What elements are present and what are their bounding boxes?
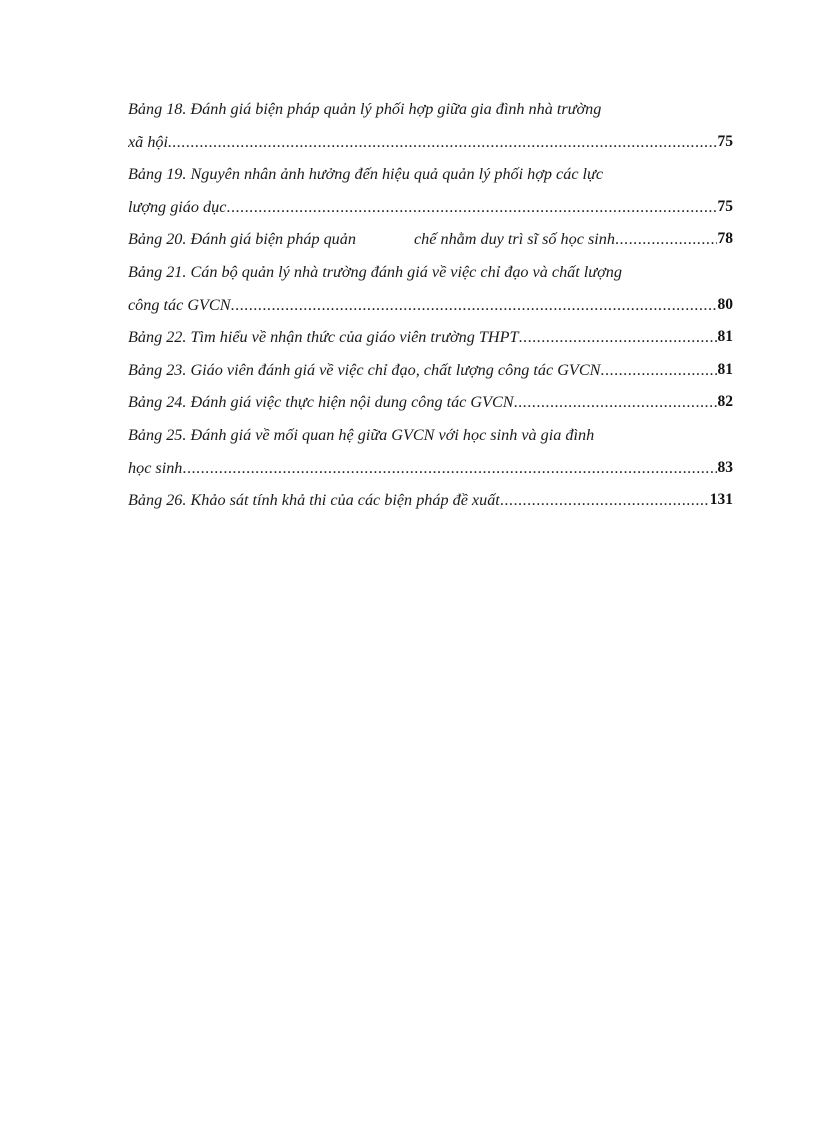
toc-entry-title: Bảng 25. Đánh giá về mối quan hệ giữa GVCN với học sinh và gia đình [128,425,595,444]
dot-leader [172,129,716,155]
toc-entry-table-23[interactable] [128,357,733,390]
toc-entry-table-25[interactable] [128,422,733,487]
toc-entry-table-19[interactable] [128,161,733,226]
toc-entry-table-20[interactable] [128,226,733,259]
page-number: 78 [717,230,733,248]
page-number: 80 [717,295,733,313]
page-number: 75 [717,132,733,150]
toc-entry-title-end: lượng giáo dục [128,197,227,216]
page-number: 81 [717,360,733,378]
page-number: 81 [717,328,733,346]
dot-leader [182,455,716,481]
page-number: 75 [717,197,733,215]
toc-entry-table-24[interactable] [128,389,733,422]
dot-leader [231,292,717,318]
dot-leader [615,226,717,252]
toc-entry-title-end: học sinh [128,458,183,477]
dot-leader [226,194,716,220]
dot-leader [514,389,717,415]
toc-entry-title: Bảng 20. Đánh giá biện pháp quản [128,230,356,249]
toc-entry-table-26[interactable] [128,487,733,520]
page-number: 131 [709,491,733,509]
toc-entry-title: Bảng 21. Cán bộ quản lý nhà trường đánh giá về việc chỉ đạo và chất lượng [128,262,622,281]
toc-entry-title: Bảng 26. Khảo sát tính khả thi của các biện pháp đề xuất [128,491,500,510]
toc-entry-table-18[interactable] [128,96,733,161]
list-of-tables [128,96,733,520]
toc-entry-title: Bảng 18. Đánh giá biện pháp quản lý phối hợp giữa gia đình nhà trường [128,100,602,118]
dot-leader [500,487,709,513]
toc-entry-title: Bảng 19. Nguyên nhân ảnh hưởng đến hiệu quả quản lý phối hợp các lực [128,165,604,184]
toc-entry-title-end: công tác GVCN [128,295,231,314]
toc-entry-title: Bảng 23. Giáo viên đánh giá về việc chỉ đạo, chất lượng công tác GVCN [128,360,601,379]
toc-entry-title-end: xã hội. [128,132,173,151]
page-number: 82 [717,393,733,411]
dot-leader [600,357,716,383]
toc-entry-title: Bảng 24. Đánh giá việc thực hiện nội dung công tác GVCN [128,393,514,412]
toc-entry-title: Bảng 22. Tìm hiểu về nhận thức của giáo viên trường THPT [128,328,519,347]
toc-entry-title-cont: chế nhằm duy trì sĩ số học sinh [413,230,615,249]
dot-leader [518,324,716,350]
page-number: 83 [717,458,733,476]
toc-entry-table-22[interactable] [128,324,733,357]
toc-entry-table-21[interactable] [128,259,733,324]
